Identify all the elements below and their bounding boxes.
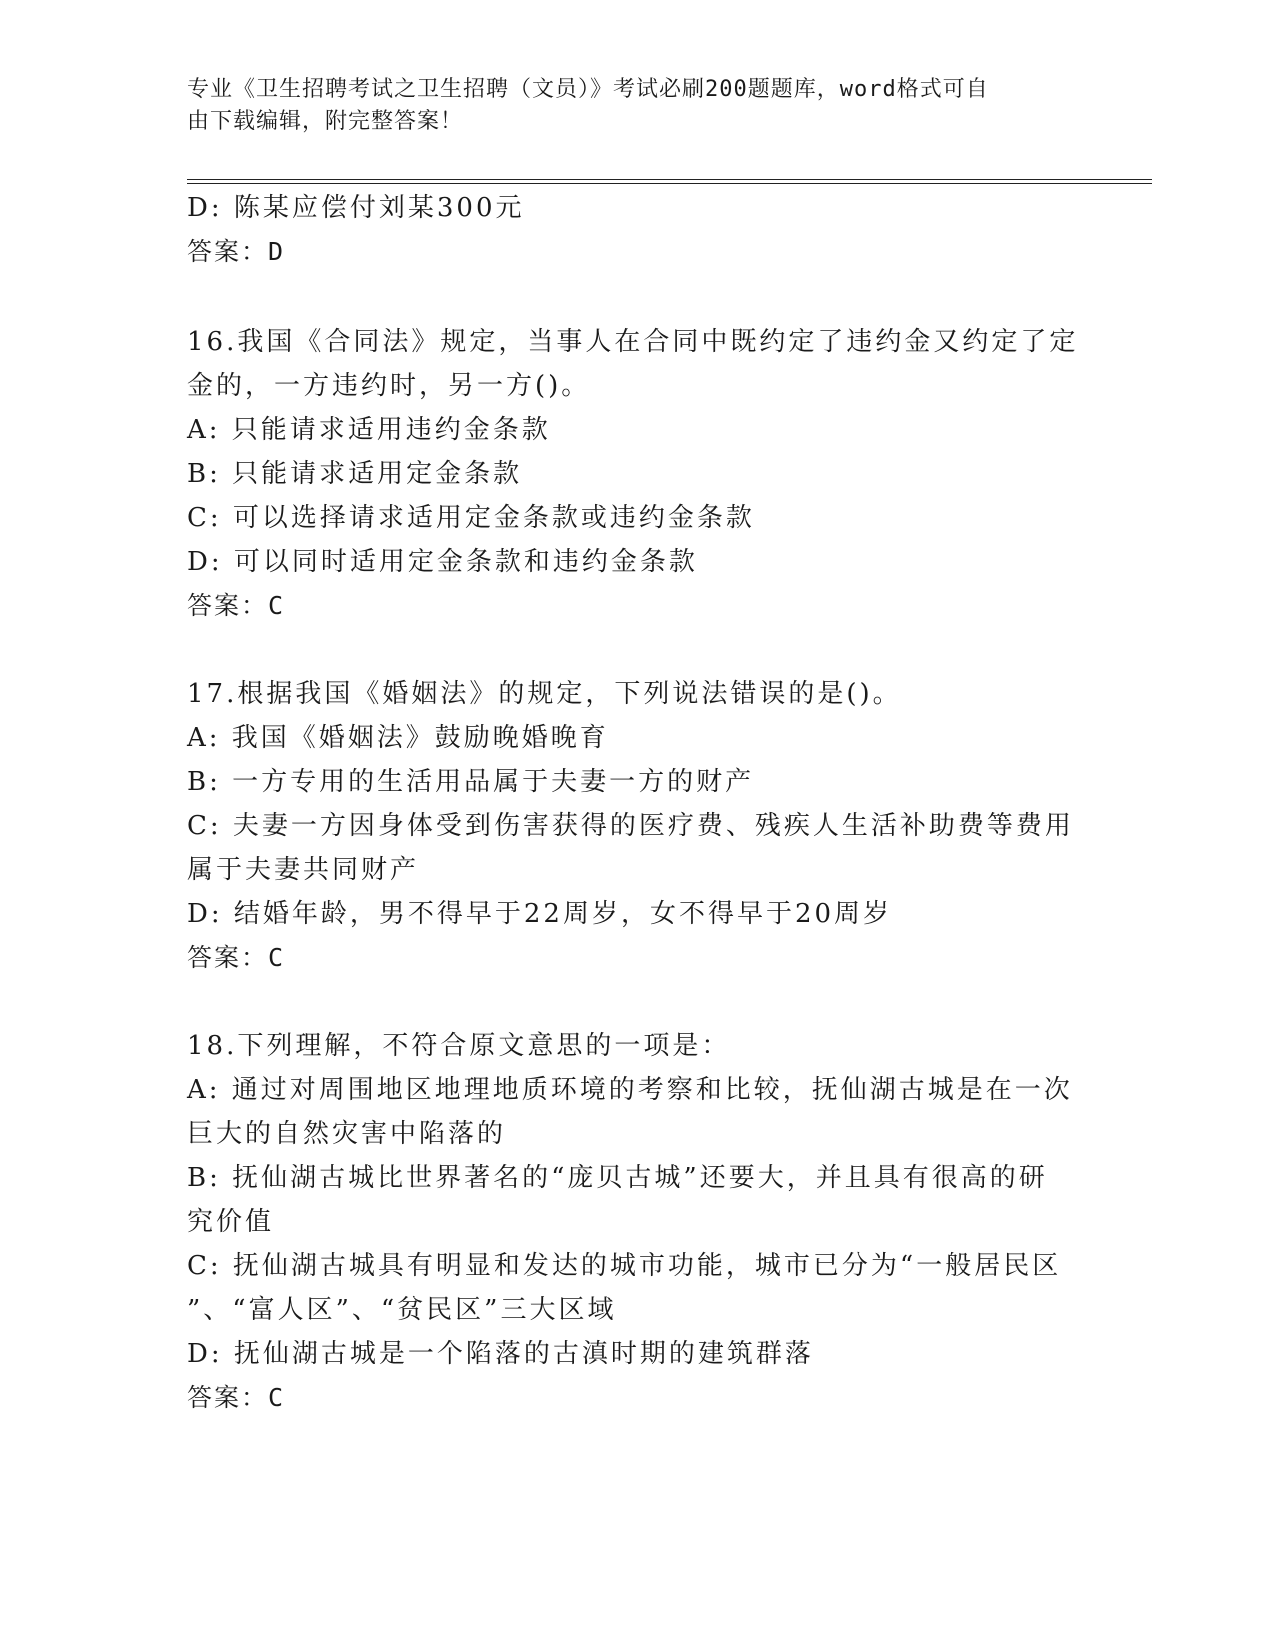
q17-option-d: D: 结婚年龄，男不得早于22周岁，女不得早于20周岁: [187, 899, 893, 929]
header-divider-bottom: [187, 183, 1152, 184]
q15-answer: 答案：D: [187, 237, 286, 266]
header-divider-top: [187, 179, 1152, 180]
q17-option-c-line-1: C: 夫妻一方因身体受到伤害获得的医疗费、残疾人生活补助费等费用: [187, 811, 1074, 841]
q17-option-a: A: 我国《婚姻法》鼓励晚婚晚育: [187, 723, 609, 753]
q16-option-a: A: 只能请求适用违约金条款: [187, 415, 551, 445]
q15-option-d: D: 陈某应偿付刘某300元: [187, 193, 525, 223]
q17-answer: 答案：C: [187, 943, 286, 972]
document-header: [187, 74, 1067, 138]
q17-stem: 17.根据我国《婚姻法》的规定，下列说法错误的是()。: [187, 679, 902, 709]
q18-option-b-line-1: B: 抚仙湖古城比世界著名的“庞贝古城”还要大，并且具有很高的研: [187, 1163, 1048, 1193]
q16-stem-line-1: 16.我国《合同法》规定，当事人在合同中既约定了违约金又约定了定: [187, 327, 1079, 357]
q16-answer: 答案：C: [187, 591, 286, 620]
header-line-1: 专业《卫生招聘考试之卫生招聘（文员）》考试必刷200题题库，word格式可自: [187, 77, 989, 102]
q18-answer: 答案：C: [187, 1383, 286, 1412]
q18-option-a-line-2: 巨大的自然灾害中陷落的: [187, 1119, 507, 1149]
q16-option-c: C: 可以选择请求适用定金条款或违约金条款: [187, 503, 755, 533]
q18-option-d: D: 抚仙湖古城是一个陷落的古滇时期的建筑群落: [187, 1339, 814, 1369]
q17-option-b: B: 一方专用的生活用品属于夫妻一方的财产: [187, 767, 755, 797]
q18-stem: 18.下列理解，不符合原文意思的一项是：: [187, 1031, 731, 1061]
q18-option-c-line-1: C: 抚仙湖古城具有明显和发达的城市功能，城市已分为“一般居民区: [187, 1251, 1062, 1281]
q18-option-b-line-2: 究价值: [187, 1207, 275, 1237]
header-line-2: 由下载编辑，附完整答案！: [187, 109, 464, 134]
q16-stem-line-2: 金的，一方违约时，另一方()。: [187, 371, 591, 401]
q16-option-d: D: 可以同时适用定金条款和违约金条款: [187, 547, 698, 577]
q18-option-a-line-1: A: 通过对周围地区地理地质环境的考察和比较，抚仙湖古城是在一次: [187, 1075, 1073, 1105]
q16-option-b: B: 只能请求适用定金条款: [187, 459, 523, 489]
q17-option-c-line-2: 属于夫妻共同财产: [187, 855, 420, 885]
q18-option-c-line-2: ”、“富人区”、“贫民区”三大区域: [187, 1295, 617, 1325]
